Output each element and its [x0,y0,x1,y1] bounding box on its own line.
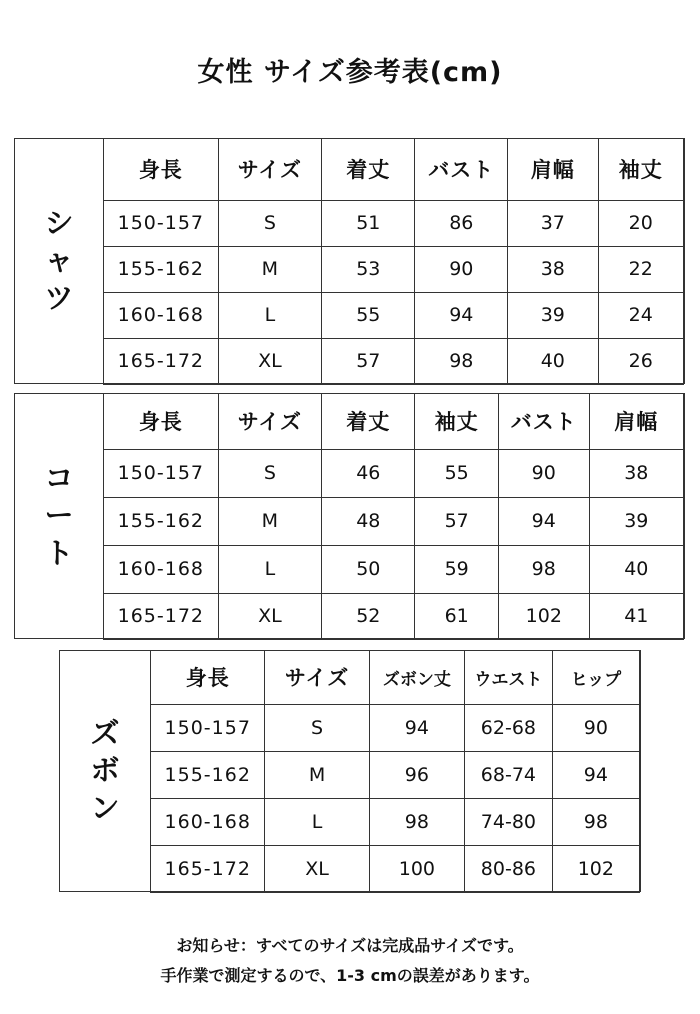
shirt-label-char: シ [44,206,74,241]
value-cell: 74-80 [465,798,553,845]
size-notice-line-1: お知らせ：すべてのサイズは完成品サイズです。 [176,936,524,955]
table-row [104,338,684,384]
value-cell: 98 [415,338,508,384]
table-row [104,497,684,545]
shirt-grid [103,138,684,385]
value-cell: 26 [598,338,684,384]
height-cell: 150-157 [104,449,219,497]
height-cell: 165-172 [151,845,265,892]
header-cell: サイズ [265,650,369,704]
value-cell: 61 [415,593,498,639]
header-cell: 身長 [151,650,265,704]
table-header-row [151,650,640,704]
value-cell: 59 [415,545,498,593]
size-cell: XL [265,845,369,892]
table-row [104,292,684,338]
header-cell: バスト [498,393,589,449]
header-cell: 袖丈 [415,393,498,449]
size-notice-line-2: 手作業で測定するので、1-3 cmの誤差があります。 [160,966,540,985]
value-cell: 55 [415,449,498,497]
value-cell: 57 [322,338,415,384]
value-cell: 100 [369,845,464,892]
value-cell: 98 [369,798,464,845]
size-cell: XL [218,338,321,384]
table-row [104,593,684,639]
size-cell: M [265,751,369,798]
height-cell: 160-168 [151,798,265,845]
value-cell: 94 [415,292,508,338]
value-cell: 37 [508,200,598,246]
value-cell: 52 [322,593,415,639]
header-cell: ズボン丈 [369,650,464,704]
value-cell: 94 [498,497,589,545]
coat-label [15,394,103,638]
value-cell: 94 [552,751,639,798]
height-cell: 160-168 [104,292,219,338]
height-cell: 160-168 [104,545,219,593]
table-header-row [104,393,684,449]
height-cell: 155-162 [104,497,219,545]
value-cell: 22 [598,246,684,292]
value-cell: 51 [322,200,415,246]
value-cell: 41 [589,593,683,639]
table-row [151,798,640,845]
value-cell: 38 [508,246,598,292]
value-cell: 57 [415,497,498,545]
height-cell: 150-157 [104,200,219,246]
value-cell: 20 [598,200,684,246]
table-row [104,246,684,292]
header-cell: ウエスト [465,650,553,704]
value-cell: 80-86 [465,845,553,892]
value-cell: 102 [498,593,589,639]
pants-label [60,651,150,891]
size-cell: L [218,545,321,593]
value-cell: 86 [415,200,508,246]
value-cell: 40 [508,338,598,384]
header-cell: 着丈 [322,393,415,449]
coat-label-char: ー [44,498,74,533]
height-cell: 155-162 [151,751,265,798]
coat-label-char: コ [44,461,74,496]
shirt-label-char: ャ [44,243,74,278]
header-cell: サイズ [218,393,321,449]
height-cell: 150-157 [151,704,265,751]
value-cell: 39 [589,497,683,545]
value-cell: 50 [322,545,415,593]
value-cell: 46 [322,449,415,497]
page-title: 女性 サイズ参考表(cm) [197,57,503,88]
table-row [151,845,640,892]
header-cell: ヒップ [552,650,639,704]
pants-label-char: ズ [90,716,120,751]
value-cell: 24 [598,292,684,338]
height-cell: 165-172 [104,338,219,384]
header-cell: 身長 [104,393,219,449]
height-cell: 165-172 [104,593,219,639]
value-cell: 62-68 [465,704,553,751]
shirt-label-char: ツ [44,280,74,315]
value-cell: 90 [552,704,639,751]
height-cell: 155-162 [104,246,219,292]
pants-label-char: ン [90,790,120,825]
value-cell: 40 [589,545,683,593]
table-row [151,704,640,751]
header-cell: 袖丈 [598,138,684,200]
coat-label-char: ト [44,535,74,570]
size-cell: L [218,292,321,338]
shirt-label [15,139,103,383]
header-cell: 身長 [104,138,219,200]
header-cell: 肩幅 [589,393,683,449]
value-cell: 102 [552,845,639,892]
value-cell: 90 [498,449,589,497]
value-cell: 98 [552,798,639,845]
value-cell: 48 [322,497,415,545]
size-cell: S [218,449,321,497]
size-cell: XL [218,593,321,639]
pants-grid [150,650,640,893]
table-row [104,200,684,246]
coat-size-table [14,393,685,639]
header-cell: 着丈 [322,138,415,200]
header-cell: バスト [415,138,508,200]
size-cell: S [218,200,321,246]
size-cell: S [265,704,369,751]
value-cell: 39 [508,292,598,338]
header-cell: サイズ [218,138,321,200]
size-cell: M [218,246,321,292]
pants-label-char: ボ [90,753,120,788]
header-cell: 肩幅 [508,138,598,200]
value-cell: 98 [498,545,589,593]
value-cell: 96 [369,751,464,798]
value-cell: 90 [415,246,508,292]
pants-size-table [59,650,641,892]
size-cell: L [265,798,369,845]
table-header-row [104,138,684,200]
shirt-size-table [14,138,685,384]
table-row [104,545,684,593]
value-cell: 53 [322,246,415,292]
value-cell: 55 [322,292,415,338]
table-row [151,751,640,798]
table-row [104,449,684,497]
coat-grid [103,393,684,640]
value-cell: 38 [589,449,683,497]
size-cell: M [218,497,321,545]
value-cell: 68-74 [465,751,553,798]
value-cell: 94 [369,704,464,751]
